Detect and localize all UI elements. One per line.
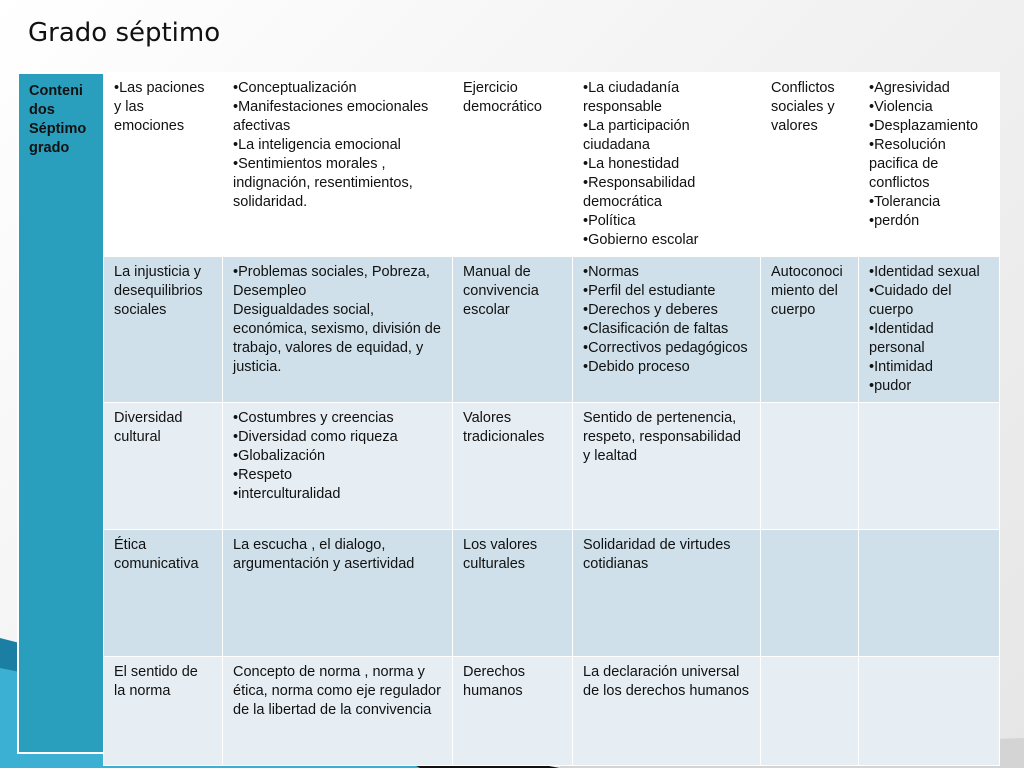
- cell-content: Solidaridad de virtudes cotidianas: [573, 530, 761, 657]
- header-line: Séptimo: [29, 121, 87, 137]
- cell-area: Derechos humanos: [453, 657, 573, 766]
- cell-topic: •Las paciones y las emociones: [104, 73, 223, 257]
- cell-topic: Diversidad cultural: [104, 403, 223, 530]
- cell-content: •Normas •Perfil del estudiante •Derechos y deberes •Clasificación de faltas •Correctivos pedagógicos •Debido proceso: [573, 257, 761, 403]
- cell-subtopics: •Costumbres y creencias •Diversidad como riqueza •Globalización •Respeto •interculturalidad: [223, 403, 453, 530]
- cell-axis-items: •Identidad sexual •Cuidado del cuerpo •Identidad personal •Intimidad •pudor: [859, 257, 1000, 403]
- table-row: [104, 403, 1000, 530]
- cell-subtopics: Concepto de norma , norma y ética, norma como eje regulador de la libertad de la convivencia: [223, 657, 453, 766]
- topics-table: [103, 72, 1000, 766]
- cell-axis-items: [859, 403, 1000, 530]
- cell-axis: [761, 530, 859, 657]
- cell-subtopics: La escucha , el dialogo, argumentación y asertividad: [223, 530, 453, 657]
- cell-topic: El sentido de la norma: [104, 657, 223, 766]
- cell-axis-items: [859, 657, 1000, 766]
- cell-topic: La injusticia y desequilibrios sociales: [104, 257, 223, 403]
- cell-content: La declaración universal de los derechos humanos: [573, 657, 761, 766]
- content-table: [17, 72, 999, 754]
- cell-axis-items: •Agresividad •Violencia •Desplazamiento •Resolución pacifica de conflictos •Tolerancia •perdón: [859, 73, 1000, 257]
- header-line: dos: [29, 102, 55, 118]
- header-column: [17, 72, 103, 754]
- cell-subtopics: •Problemas sociales, Pobreza, Desempleo Desigualdades social, económica, sexismo, división de trabajo, valores de equidad, y justicia.: [223, 257, 453, 403]
- cell-axis: [761, 403, 859, 530]
- cell-subtopics: •Conceptualización •Manifestaciones emocionales afectivas •La inteligencia emocional •Sentimientos morales , indignación, resentimientos, solidaridad.: [223, 73, 453, 257]
- cell-axis: Conflictos sociales y valores: [761, 73, 859, 257]
- cell-area: Valores tradicionales: [453, 403, 573, 530]
- header-cell-text: [19, 74, 103, 166]
- cell-topic: Ética comunicativa: [104, 530, 223, 657]
- table-row: [104, 530, 1000, 657]
- slide-title: Grado séptimo: [28, 18, 221, 48]
- cell-area: Ejercicio democrático: [453, 73, 573, 257]
- cell-axis-items: [859, 530, 1000, 657]
- header-line: grado: [29, 140, 70, 156]
- cell-area: Manual de convivencia escolar: [453, 257, 573, 403]
- cell-axis: [761, 657, 859, 766]
- cell-content: Sentido de pertenencia, respeto, responsabilidad y lealtad: [573, 403, 761, 530]
- table-row: [104, 73, 1000, 257]
- header-line: Conteni: [29, 83, 83, 99]
- cell-area: Los valores culturales: [453, 530, 573, 657]
- cell-content: •La ciudadanía responsable •La participación ciudadana •La honestidad •Responsabilidad democrática •Política •Gobierno escolar: [573, 73, 761, 257]
- table-row: [104, 657, 1000, 766]
- table-row: [104, 257, 1000, 403]
- cell-axis: Autoconoci miento del cuerpo: [761, 257, 859, 403]
